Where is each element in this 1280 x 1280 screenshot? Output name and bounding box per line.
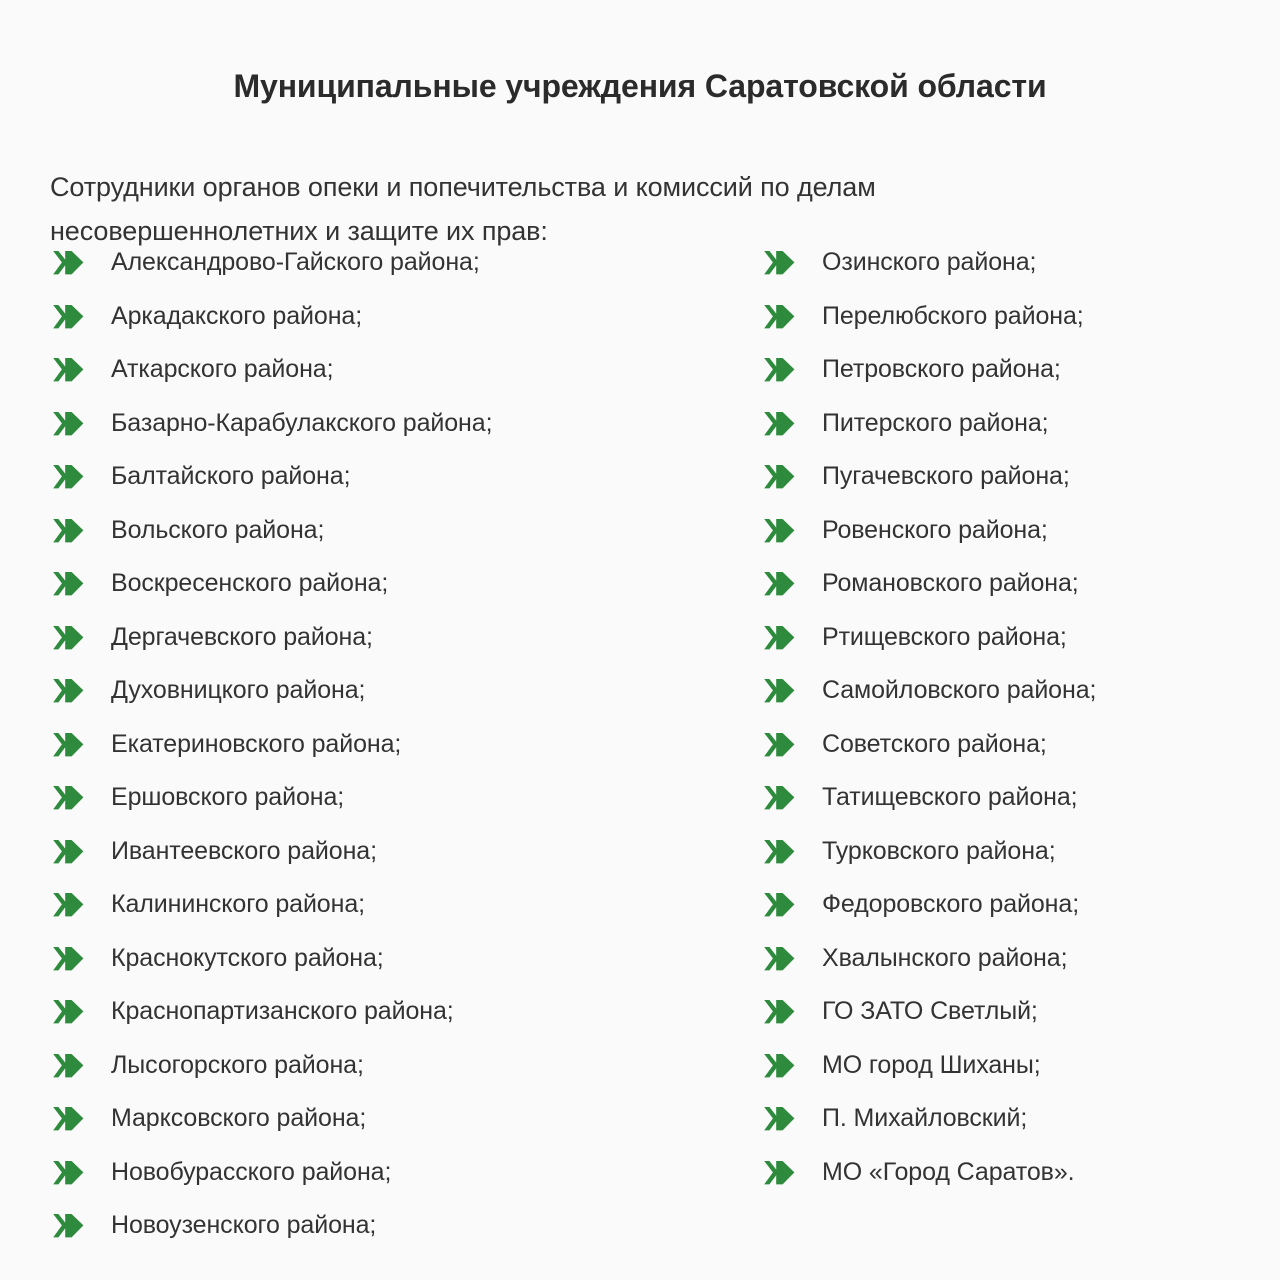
double-chevron-right-icon — [52, 625, 85, 651]
list-item — [52, 835, 712, 889]
list-item-label: Ивантеевского района; — [111, 836, 377, 865]
intro-paragraph: Сотрудники органов опеки и попечительства и комиссий по делам несовершеннолетних и защите их прав: — [50, 172, 876, 246]
list-item — [763, 728, 1263, 782]
list-item-label: Краснопартизанского района; — [111, 997, 454, 1025]
list-item-label: Новобурасского района; — [111, 1157, 392, 1186]
double-chevron-right-icon — [763, 678, 796, 704]
double-chevron-right-icon — [763, 1160, 796, 1186]
page-title: Муниципальные учреждения Саратовской области — [233, 68, 1047, 105]
double-chevron-right-icon — [52, 1160, 85, 1186]
double-chevron-right-icon — [52, 839, 85, 865]
double-chevron-right-icon — [52, 678, 85, 704]
list-item — [52, 674, 712, 728]
double-chevron-right-icon — [763, 250, 796, 276]
list-item — [763, 995, 1263, 1049]
list-item-label: Петровского района; — [822, 355, 1061, 383]
list-item — [763, 1049, 1263, 1103]
list-item — [763, 460, 1263, 514]
list-item-label: Духовницкого района; — [111, 676, 366, 704]
list-item — [52, 781, 712, 835]
list-item — [763, 674, 1263, 728]
list-item-label: ГО ЗАТО Светлый; — [822, 997, 1038, 1025]
list-item-label: Перелюбского района; — [822, 301, 1084, 330]
list-item — [763, 942, 1263, 996]
list-item-label: Ровенского района; — [822, 515, 1048, 544]
list-item — [763, 621, 1263, 675]
double-chevron-right-icon — [52, 946, 85, 972]
list-item-label: Хвалынского района; — [822, 943, 1068, 972]
list-item-label: Лысогорского района; — [111, 1050, 364, 1079]
list-item-label: Екатериновского района; — [111, 729, 402, 758]
list-item — [52, 353, 712, 407]
list-item — [52, 567, 712, 621]
list-item-label: Воскресенского района; — [111, 569, 389, 597]
list-item — [763, 835, 1263, 889]
list-item — [52, 460, 712, 514]
list-item-label: Базарно-Карабулакского района; — [111, 408, 493, 437]
double-chevron-right-icon — [52, 892, 85, 918]
list-item — [52, 300, 712, 354]
double-chevron-right-icon — [763, 1053, 796, 1079]
double-chevron-right-icon — [763, 357, 796, 383]
double-chevron-right-icon — [763, 946, 796, 972]
list-item — [763, 514, 1263, 568]
list-item — [52, 1156, 712, 1210]
double-chevron-right-icon — [52, 785, 85, 811]
list-item-label: Питерского района; — [822, 408, 1049, 437]
list-item — [763, 353, 1263, 407]
district-list-left — [52, 246, 712, 1263]
list-item-label: Александрово-Гайского района; — [111, 248, 480, 276]
list-item-label: П. Михайловский; — [822, 1104, 1028, 1132]
list-item-label: МО «Город Саратов». — [822, 1157, 1075, 1186]
list-item — [763, 888, 1263, 942]
double-chevron-right-icon — [763, 732, 796, 758]
district-list-right — [763, 246, 1263, 1209]
list-item-label: Романовского района; — [822, 569, 1079, 597]
double-chevron-right-icon — [52, 571, 85, 597]
list-item — [763, 567, 1263, 621]
list-item-label: Турковского района; — [822, 836, 1056, 865]
list-item-label: Самойловского района; — [822, 676, 1097, 704]
double-chevron-right-icon — [763, 464, 796, 490]
double-chevron-right-icon — [763, 304, 796, 330]
double-chevron-right-icon — [52, 732, 85, 758]
list-item — [52, 728, 712, 782]
double-chevron-right-icon — [763, 839, 796, 865]
double-chevron-right-icon — [52, 411, 85, 437]
list-item-label: Краснокутского района; — [111, 943, 384, 972]
list-item — [52, 621, 712, 675]
list-item — [52, 246, 712, 300]
list-item-label: Ершовского района; — [111, 783, 345, 811]
double-chevron-right-icon — [52, 250, 85, 276]
list-item — [763, 781, 1263, 835]
list-item — [763, 407, 1263, 461]
double-chevron-right-icon — [52, 999, 85, 1025]
double-chevron-right-icon — [763, 785, 796, 811]
list-item — [52, 1102, 712, 1156]
list-item-label: Советского района; — [822, 729, 1047, 758]
list-item-label: Аркадакского района; — [111, 301, 363, 330]
double-chevron-right-icon — [52, 357, 85, 383]
list-item — [52, 407, 712, 461]
double-chevron-right-icon — [763, 1106, 796, 1132]
list-column-left — [52, 246, 712, 1263]
list-item — [763, 300, 1263, 354]
list-item — [763, 246, 1263, 300]
double-chevron-right-icon — [763, 411, 796, 437]
list-item-label: Татищевского района; — [822, 783, 1078, 811]
double-chevron-right-icon — [52, 1213, 85, 1239]
list-item — [52, 1209, 712, 1263]
list-item-label: Марксовского района; — [111, 1104, 367, 1132]
double-chevron-right-icon — [763, 571, 796, 597]
list-item — [52, 942, 712, 996]
list-item — [52, 514, 712, 568]
list-item-label: Вольского района; — [111, 515, 325, 544]
list-item-label: Озинского района; — [822, 248, 1037, 276]
list-item-label: Новоузенского района; — [111, 1211, 377, 1239]
double-chevron-right-icon — [52, 1053, 85, 1079]
list-item-label: МО город Шиханы; — [822, 1050, 1041, 1079]
double-chevron-right-icon — [52, 518, 85, 544]
double-chevron-right-icon — [763, 892, 796, 918]
list-column-right — [763, 246, 1263, 1209]
list-item — [52, 1049, 712, 1103]
list-item-label: Аткарского района; — [111, 355, 334, 383]
list-item-label: Дергачевского района; — [111, 622, 373, 651]
list-item — [52, 888, 712, 942]
list-item-label: Калининского района; — [111, 890, 365, 918]
double-chevron-right-icon — [52, 1106, 85, 1132]
list-item-label: Пугачевского района; — [822, 462, 1070, 490]
list-item-label: Балтайского района; — [111, 462, 351, 490]
list-item-label: Федоровского района; — [822, 890, 1080, 918]
list-item-label: Ртищевского района; — [822, 622, 1067, 651]
list-item — [763, 1102, 1263, 1156]
double-chevron-right-icon — [52, 464, 85, 490]
double-chevron-right-icon — [763, 625, 796, 651]
list-item — [763, 1156, 1263, 1210]
double-chevron-right-icon — [52, 304, 85, 330]
double-chevron-right-icon — [763, 518, 796, 544]
list-item — [52, 995, 712, 1049]
double-chevron-right-icon — [763, 999, 796, 1025]
